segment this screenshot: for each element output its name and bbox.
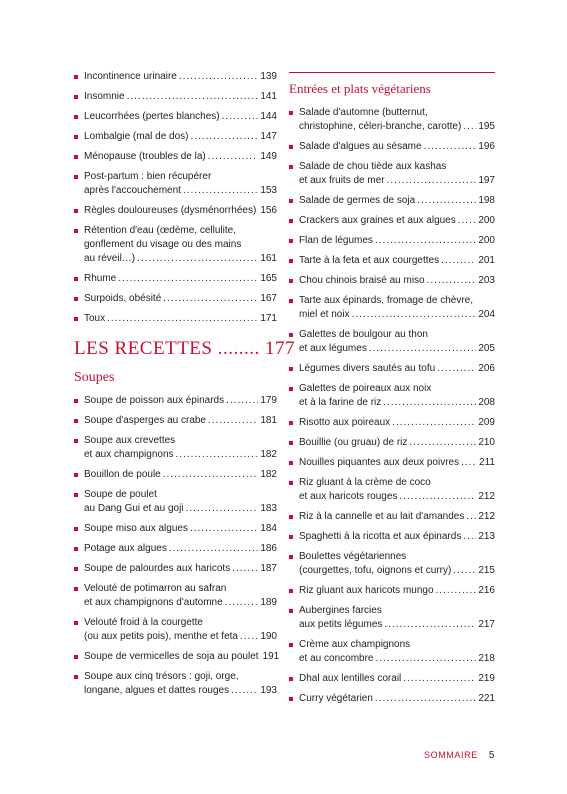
toc-entry-row — [84, 630, 277, 644]
toc-entry-title: Post-partum : bien récupérer — [84, 171, 212, 182]
toc-entry-title: Incontinence urinaire — [84, 71, 177, 82]
toc-entry-page: 216 — [478, 585, 495, 596]
dot-leader — [183, 184, 258, 198]
toc-entry-page: 208 — [478, 397, 495, 408]
toc-entry-row — [299, 174, 495, 188]
toc-entry[interactable] — [74, 562, 277, 576]
page-footer — [424, 750, 495, 761]
dot-leader — [118, 272, 258, 286]
toc-entry-title: et aux haricots rouges — [299, 491, 398, 502]
toc-entry-page: 215 — [478, 565, 495, 576]
toc-entry-row — [84, 110, 277, 124]
toc-entry-title: Leucorrhées (pertes blanches) — [84, 111, 220, 122]
toc-entry-row — [299, 490, 495, 504]
dot-leader — [226, 394, 258, 408]
toc-entry-page: 156 — [260, 205, 277, 216]
toc-entry-page: 167 — [260, 293, 277, 304]
toc-entry-page: 183 — [260, 503, 277, 514]
recettes-title-page: 177 — [264, 338, 295, 359]
dot-leader — [127, 90, 259, 104]
dot-leader — [232, 562, 258, 576]
toc-entry-title: Soupe miso aux algues — [84, 523, 188, 534]
dot-leader — [191, 130, 259, 144]
toc-entry-row — [299, 618, 495, 632]
toc-entry[interactable] — [289, 328, 495, 356]
dot-leader — [417, 194, 476, 208]
dot-leader — [466, 510, 476, 524]
toc-entry[interactable] — [74, 70, 277, 84]
toc-entry-title: Soupe aux cinq trésors : goji, orge, — [84, 671, 239, 682]
toc-entry-page: 139 — [260, 71, 277, 82]
dot-leader — [352, 308, 477, 322]
toc-entry-row — [299, 530, 495, 544]
dot-leader — [240, 630, 258, 644]
toc-entry-page: 209 — [478, 417, 495, 428]
toc-entry[interactable] — [74, 394, 277, 408]
toc-entry-title: Flan de légumes — [299, 235, 373, 246]
toc-entry-row — [84, 468, 277, 482]
toc-entry[interactable] — [74, 522, 277, 536]
toc-entry-row — [84, 502, 277, 516]
toc-entry-title: Insomnie — [84, 91, 125, 102]
toc-entry-title: Aubergines farcies — [299, 605, 382, 616]
toc-entry-title: Crème aux champignons — [299, 639, 411, 650]
toc-entry-row — [84, 522, 277, 536]
toc-entry[interactable] — [74, 110, 277, 124]
toc-entry-row — [299, 692, 495, 706]
toc-entry-title: et au concombre — [299, 653, 374, 664]
toc-entry-title: Riz à la cannelle et au lait d'amandes — [299, 511, 465, 522]
dot-leader — [369, 342, 476, 356]
toc-entry-page: 184 — [260, 523, 277, 534]
toc-entry[interactable] — [289, 476, 495, 504]
toc-entry-page: 179 — [260, 395, 277, 406]
toc-entry-title: Curry végétarien — [299, 693, 373, 704]
toc-entry-row — [299, 194, 495, 208]
dot-leader — [427, 274, 477, 288]
dot-leader — [384, 618, 476, 632]
toc-entry-row — [299, 416, 495, 430]
toc-entry-title: aux petits légumes — [299, 619, 383, 630]
toc-entry-page: 213 — [478, 531, 495, 542]
toc-entry-row — [84, 184, 277, 198]
toc-entry-page: 195 — [478, 121, 495, 132]
toc-entry-title: Bouillon de poule — [84, 469, 161, 480]
toc-entry-page: 181 — [260, 415, 277, 426]
dot-leader — [436, 584, 477, 598]
dot-leader — [208, 414, 258, 428]
toc-entry-row — [84, 650, 280, 664]
toc-entry-title: Riz gluant aux haricots mungo — [299, 585, 434, 596]
toc-entry-page: 147 — [260, 131, 277, 142]
toc-entry-page: 182 — [260, 469, 277, 480]
toc-entry-row — [299, 342, 495, 356]
toc-entry-row — [84, 448, 277, 462]
toc-entry[interactable] — [289, 510, 495, 524]
toc-entry[interactable] — [74, 130, 277, 144]
toc-entry-page: 201 — [478, 255, 495, 266]
toc-entry[interactable] — [74, 272, 277, 286]
toc-entry[interactable] — [289, 584, 495, 598]
recettes-section-title[interactable] — [74, 338, 295, 360]
toc-entry-row — [84, 394, 277, 408]
toc-entry-page: 196 — [478, 141, 495, 152]
toc-entry-title: longane, algues et dattes rouges — [84, 685, 230, 696]
toc-entry[interactable] — [74, 650, 280, 664]
toc-entry[interactable] — [289, 362, 495, 376]
dot-leader — [424, 140, 477, 154]
toc-entry-title: Rétention d'eau (œdème, cellulite, — [84, 225, 236, 236]
dot-leader — [463, 530, 476, 544]
dot-leader — [176, 448, 259, 462]
toc-entry-title: Bouillie (ou gruau) de riz — [299, 437, 408, 448]
toc-entry-row — [84, 150, 277, 164]
toc-entry[interactable] — [289, 294, 495, 322]
toc-entry-title: Surpoids, obésité — [84, 293, 162, 304]
toc-entry-page: 141 — [260, 91, 277, 102]
toc-entry-row — [84, 90, 277, 104]
dot-leader — [376, 652, 477, 666]
toc-entry-title: Tarte à la feta et aux courgettes — [299, 255, 440, 266]
toc-entry-page: 206 — [478, 363, 495, 374]
toc-entry-title: et aux champignons — [84, 449, 174, 460]
dot-leader — [383, 396, 476, 410]
toc-entry-title: Salade de germes de soja — [299, 195, 416, 206]
toc-entry-row — [299, 140, 495, 154]
recettes-title-dots: ........ — [217, 338, 260, 359]
vegetarian-list — [289, 106, 495, 706]
toc-entry-page: 189 — [260, 597, 277, 608]
toc-entry-row — [84, 130, 277, 144]
toc-entry[interactable] — [289, 160, 495, 188]
toc-entry[interactable] — [74, 542, 277, 556]
toc-entry[interactable] — [74, 204, 277, 218]
toc-entry-title: Soupe de poisson aux épinards — [84, 395, 225, 406]
toc-entry-title: Lombalgie (mal de dos) — [84, 131, 189, 142]
recettes-title-text: LES RECETTES — [74, 338, 213, 359]
toc-entry-row — [84, 596, 277, 610]
toc-entry-title: et aux champignons d'automne — [84, 597, 223, 608]
toc-entry-title: Nouilles piquantes aux deux poivres — [299, 457, 460, 468]
toc-entry-page: 198 — [478, 195, 495, 206]
toc-entry[interactable] — [74, 90, 277, 104]
dot-leader — [453, 564, 476, 578]
dot-leader — [375, 234, 476, 248]
dot-leader — [441, 254, 476, 268]
dot-leader — [179, 70, 258, 84]
toc-entry-page: 144 — [260, 111, 277, 122]
toc-entry-row — [84, 272, 277, 286]
left-column — [74, 70, 295, 704]
toc-entry-title: christophine, céleri-branche, carotte) — [299, 121, 462, 132]
toc-entry-title: Velouté froid à la courgette — [84, 617, 203, 628]
dot-leader — [225, 596, 259, 610]
toc-entry-row — [299, 254, 495, 268]
toc-entry-page: 190 — [260, 631, 277, 642]
toc-entry-row — [299, 510, 495, 524]
toc-entry-title: Galettes de boulgour au thon — [299, 329, 428, 340]
toc-entry[interactable] — [289, 456, 495, 470]
dot-leader — [190, 522, 258, 536]
dot-leader — [375, 692, 476, 706]
toc-entry[interactable] — [74, 312, 277, 326]
toc-entry-row — [84, 292, 277, 306]
toc-entry-title: après l'accouchement — [84, 185, 181, 196]
dot-leader — [458, 214, 477, 228]
toc-entry-page: 205 — [478, 343, 495, 354]
toc-entry-title: Règles douloureuses (dysménorrhées) — [84, 205, 257, 216]
right-column — [289, 72, 495, 712]
toc-entry-title: Tarte aux épinards, fromage de chèvre, — [299, 295, 473, 306]
toc-entry-title: Spaghetti à la ricotta et aux épinards — [299, 531, 462, 542]
toc-entry[interactable] — [289, 194, 495, 208]
toc-entry-row — [299, 214, 495, 228]
toc-entry-page: 182 — [260, 449, 277, 460]
toc-entry-page: 153 — [260, 185, 277, 196]
toc-entry-page: 217 — [478, 619, 495, 630]
toc-entry-title: au réveil…) — [84, 253, 136, 264]
toc-entry-page: 212 — [478, 491, 495, 502]
toc-entry-row — [84, 414, 277, 428]
toc-entry-row — [84, 684, 277, 698]
toc-entry-page: 187 — [260, 563, 277, 574]
toc-entry[interactable] — [289, 416, 495, 430]
toc-entry[interactable] — [74, 414, 277, 428]
toc-entry-page: 200 — [478, 215, 495, 226]
toc-entry-title: Salade d'algues au sésame — [299, 141, 422, 152]
toc-entry[interactable] — [74, 616, 277, 644]
toc-entry-row — [299, 396, 495, 410]
toc-entry[interactable] — [74, 170, 277, 198]
dot-leader — [399, 490, 476, 504]
toc-entry-row — [299, 234, 495, 248]
toc-entry-row — [299, 564, 495, 578]
toc-entry-page: 203 — [478, 275, 495, 286]
dot-leader — [387, 174, 477, 188]
toc-entry-title: Rhume — [84, 273, 117, 284]
toc-entry-page: 210 — [478, 437, 495, 448]
dot-leader — [231, 684, 258, 698]
toc-entry-title: Soupe de palourdes aux haricots — [84, 563, 231, 574]
toc-entry-title: Potage aux algues — [84, 543, 167, 554]
toc-entry[interactable] — [74, 670, 277, 698]
toc-entry-page: 186 — [260, 543, 277, 554]
toc-entry-title: au Dang Gui et au goji — [84, 503, 184, 514]
toc-entry[interactable] — [289, 106, 495, 134]
toc-entry-page: 218 — [478, 653, 495, 664]
toc-entry[interactable] — [74, 434, 277, 462]
toc-entry[interactable] — [289, 382, 495, 410]
dot-leader — [463, 120, 476, 134]
toc-entry-title: et aux fruits de mer — [299, 175, 385, 186]
toc-entry-title: Salade de chou tiède aux kashas — [299, 161, 447, 172]
toc-entry-page: 219 — [478, 673, 495, 684]
toc-entry-title: et aux légumes — [299, 343, 367, 354]
toc-entry-page: 212 — [478, 511, 495, 522]
toc-entry-page: 161 — [260, 253, 277, 264]
toc-entry-row — [84, 252, 277, 266]
toc-entry[interactable] — [74, 468, 277, 482]
toc-entry-title: Soupe de poulet — [84, 489, 157, 500]
toc-entry-page: 221 — [478, 693, 495, 704]
toc-entry-title: Crackers aux graines et aux algues — [299, 215, 456, 226]
toc-entry-page: 197 — [478, 175, 495, 186]
soupes-list — [74, 394, 280, 698]
dot-leader — [163, 292, 258, 306]
toc-entry-title: et à la farine de riz — [299, 397, 382, 408]
toc-entry[interactable] — [289, 214, 495, 228]
toc-entry-title: gonflement du visage ou des mains — [84, 239, 242, 250]
toc-entry-row — [299, 672, 495, 686]
dot-leader — [137, 252, 258, 266]
toc-entry-title: Ménopause (troubles de la) — [84, 151, 206, 162]
toc-entry-title: Soupe d'asperges au crabe — [84, 415, 206, 426]
toc-entry-row — [299, 362, 495, 376]
dot-leader — [169, 542, 258, 556]
health-index-list — [74, 70, 277, 326]
toc-entry-title: Galettes de poireaux aux noix — [299, 383, 432, 394]
toc-entry[interactable] — [289, 274, 495, 288]
soupes-heading: Soupes — [74, 370, 115, 385]
toc-entry[interactable] — [289, 604, 495, 632]
toc-entry-row — [299, 274, 495, 288]
toc-entry-title: Risotto aux poireaux — [299, 417, 391, 428]
dot-leader — [186, 502, 259, 516]
toc-entry-page: 193 — [260, 685, 277, 696]
toc-entry-row — [299, 308, 495, 322]
toc-entry-row — [299, 584, 495, 598]
toc-entry-row — [84, 562, 277, 576]
page-number: 5 — [488, 750, 496, 761]
toc-entry-page: 165 — [260, 273, 277, 284]
toc-entry-row — [299, 436, 495, 450]
toc-entry[interactable] — [74, 582, 277, 610]
toc-entry-page: 149 — [260, 151, 277, 162]
toc-entry[interactable] — [289, 140, 495, 154]
vegetarian-heading: Entrées et plats végétariens — [289, 72, 495, 97]
toc-entry[interactable] — [289, 436, 495, 450]
toc-entry[interactable] — [74, 150, 277, 164]
toc-entry[interactable] — [289, 550, 495, 578]
toc-entry-page: 200 — [478, 235, 495, 246]
toc-entry-title: Riz gluant à la crème de coco — [299, 477, 431, 488]
toc-entry-title: (courgettes, tofu, oignons et curry) — [299, 565, 452, 576]
toc-entry-row — [84, 70, 277, 84]
toc-entry-title: Légumes divers sautés au tofu — [299, 363, 436, 374]
toc-entry-title: Velouté de potimarron au safran — [84, 583, 227, 594]
toc-entry-title: miel et noix — [299, 309, 350, 320]
dot-leader — [392, 416, 476, 430]
toc-entry[interactable] — [289, 530, 495, 544]
toc-entry-row — [299, 120, 495, 134]
dot-leader — [437, 362, 476, 376]
toc-entry[interactable] — [74, 488, 277, 516]
toc-entry-title: Salade d'automne (butternut, — [299, 107, 428, 118]
toc-entry-row — [299, 456, 495, 470]
toc-entry[interactable] — [74, 224, 277, 266]
dot-leader — [208, 150, 259, 164]
footer-section-label: SOMMAIRE — [424, 750, 478, 760]
toc-entry[interactable] — [289, 692, 495, 706]
dot-leader — [403, 672, 476, 686]
toc-entry[interactable] — [289, 254, 495, 268]
toc-entry-row — [84, 312, 277, 326]
toc-entry-page: 191 — [262, 651, 280, 662]
toc-entry-page: 204 — [478, 309, 495, 320]
toc-entry-title: (ou aux petits pois), menthe et feta — [84, 631, 238, 642]
toc-entry-row — [299, 652, 495, 666]
dot-leader — [461, 456, 477, 470]
toc-entry-title: Soupe aux crevettes — [84, 435, 176, 446]
toc-entry-title: Boulettes végétariennes — [299, 551, 407, 562]
toc-entry-page: 211 — [479, 457, 495, 468]
toc-entry-row — [84, 542, 277, 556]
dot-leader — [409, 436, 476, 450]
toc-entry-title: Soupe de vermicelles de soja au poulet — [84, 651, 259, 662]
toc-entry-title: Dhal aux lentilles corail — [299, 673, 402, 684]
toc-entry-row — [84, 204, 277, 218]
dot-leader — [163, 468, 259, 482]
toc-entry[interactable] — [74, 292, 277, 306]
dot-leader — [222, 110, 259, 124]
dot-leader — [107, 312, 258, 326]
toc-entry[interactable] — [289, 638, 495, 666]
toc-entry-title: Toux — [84, 313, 106, 324]
toc-entry-page: 171 — [260, 313, 277, 324]
toc-entry[interactable] — [289, 234, 495, 248]
toc-entry[interactable] — [289, 672, 495, 686]
toc-entry-title: Chou chinois braisé au miso — [299, 275, 425, 286]
